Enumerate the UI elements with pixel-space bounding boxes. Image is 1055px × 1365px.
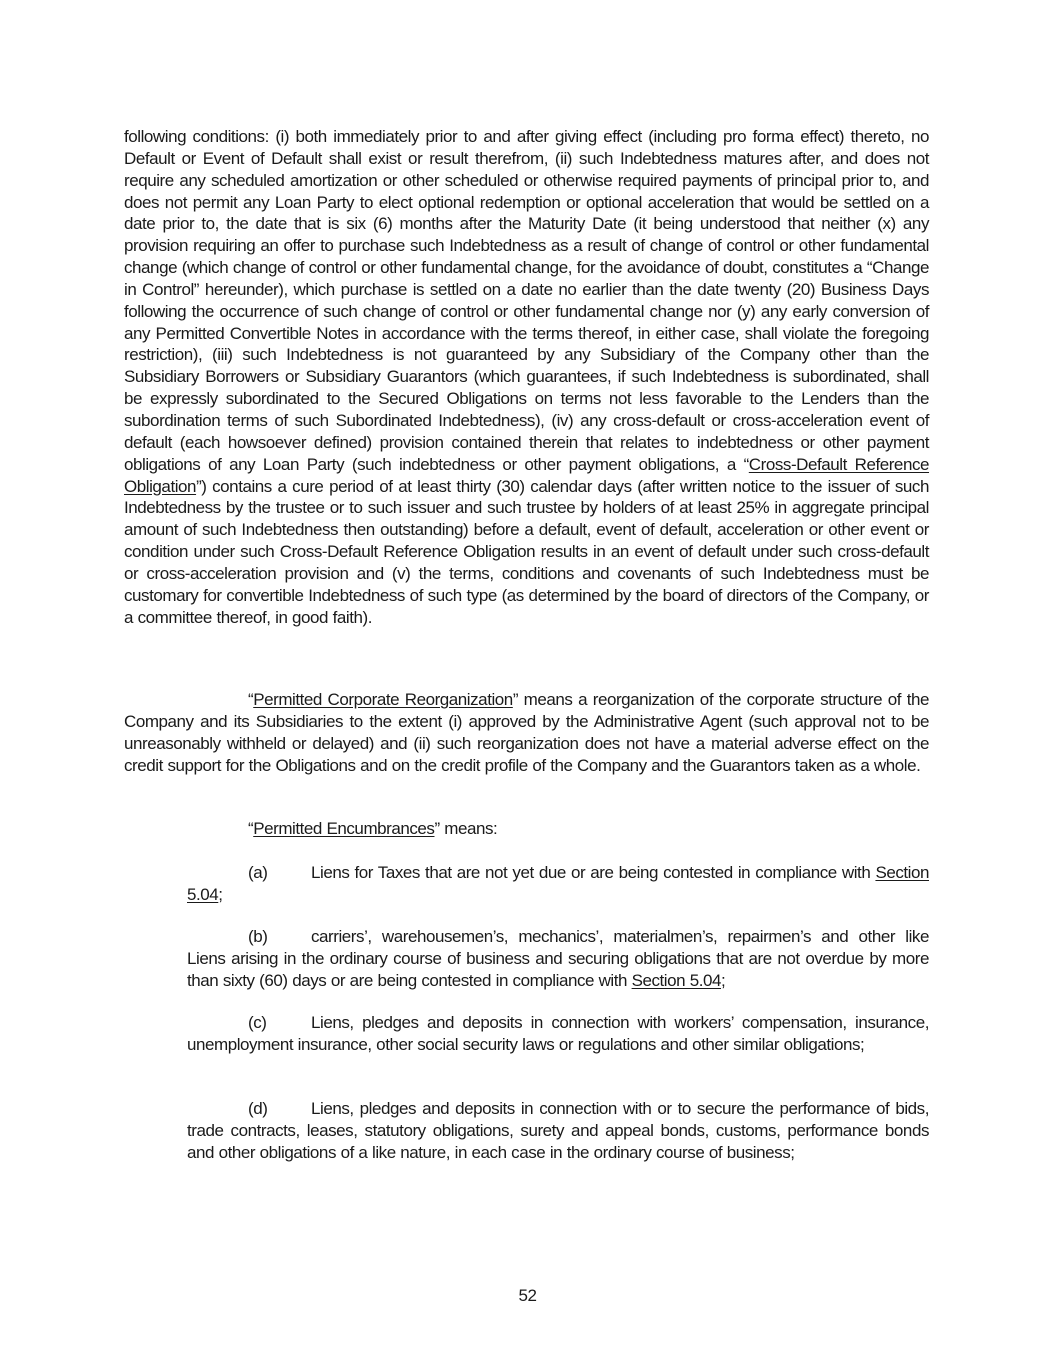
section-reference-link[interactable]: Section 5.04	[631, 970, 722, 990]
defined-term-cross-default-reference-obligation: Cross-Default Reference Obligation	[124, 454, 930, 496]
item-label: (a)	[248, 863, 268, 882]
definition-permitted-encumbrances	[124, 818, 929, 840]
paragraph-text: following conditions: (i) both immediately prior to and after giving effect (including pro forma effect) thereto, no Default or Event of Default shall exist or result therefrom, (ii) such Indebtedness matures after, and does not require any scheduled amortization or other scheduled or otherwise required payments of principal prior to, and does not permit any Loan Party to elect optional redemption or optional acceleration that would be settled on a date prior to, the date that is six (6) months after the Maturity Date (it being understood that neither (x) any provision requiring an offer to purchase such Indebtedness as a result of change of control or other fundamental change (which change of control or other fundamental change, for the avoidance of doubt, constitutes a “Change in Control” hereunder), which purchase is settled on a date no earlier than the date twenty (20) Business Days following the occurrence of such change of control or other fundamental change nor (y) any early conversion of any Permitted Convertible Notes in accordance with the terms thereof, in either case, shall violate the foregoing restriction), (iii) such Indebtedness is not guaranteed by any Subsidiary of the Company other than the Subsidiary Borrowers or Subsidiary Guarantors (which guarantees, if such Indebtedness is subordinated, shall be expressly subordinated to the Secured Obligations on terms not less favorable to the Lenders than the subordination terms of such Subordinated Indebtedness), (iv) any cross-default or cross-acceleration event of default (each howsoever defined) provision contained therein that relates to indebtedness or other payment obligations of any Loan Party (such indebtedness or other payment obligations, a “	[124, 127, 929, 474]
item-text: ;	[721, 970, 726, 990]
page-number: 52	[518, 1286, 537, 1305]
paragraph-text: ”) contains a cure period of at least thirty (30) calendar days (after written notice to the issuer of such Indebtedness by the trustee or to such issuer and such trustee by holders of at least 25% in aggregate principal amount of such Indebtedness then outstanding) before a default, event of default, acceleration or other event or condition under such Cross-Default Reference Obligation results in an event of default under such cross-default or cross-acceleration provision and (v) the terms, conditions and covenants of such Indebtedness must be customary for convertible Indebtedness of such type (as determined by the board of directors of the Company, or a committee thereof, in good faith).	[124, 476, 929, 627]
list-item-d	[187, 1098, 929, 1164]
list-item-a	[187, 862, 929, 906]
item-text: Liens for Taxes that are not yet due or are being contested in compliance with	[311, 863, 876, 882]
definition-text: ” means:	[434, 819, 498, 838]
list-item-c	[187, 1012, 929, 1056]
item-text: ;	[218, 884, 223, 904]
open-quote: “	[248, 690, 254, 709]
item-text: carriers’, warehousemen’s, mechanics’, materialmen’s, repairmen’s and other like Liens arising in the ordinary course of business and securing obligations that are not overdue by more than sixty (60) days or are being contested in compliance with	[187, 927, 929, 990]
item-label: (b)	[248, 927, 268, 946]
item-text: Liens, pledges and deposits in connection with or to secure the performance of bids, trade contracts, leases, statutory obligations, surety and appeal bonds, customs, performance bonds and other obligations of a like nature, in each case in the ordinary course of business;	[187, 1099, 929, 1162]
item-label: (c)	[248, 1013, 267, 1032]
defined-term-permitted-corporate-reorganization: Permitted Corporate Reorganization	[253, 690, 513, 709]
open-quote: “	[248, 819, 254, 838]
section-reference-link[interactable]: Section 5.04	[187, 863, 929, 904]
list-item-b	[187, 926, 929, 992]
item-label: (d)	[248, 1099, 268, 1118]
defined-term-permitted-encumbrances: Permitted Encumbrances	[253, 819, 435, 838]
definition-permitted-corporate-reorganization	[124, 689, 929, 776]
definition-text: ” means a reorganization of the corporate structure of the Company and its Subsidiaries to the extent (i) approved by the Administrative Agent (such approval not to be unreasonably withheld or delayed) and (ii) such reorganization does not have a material adverse effect on the credit support for the Obligations and on the credit profile of the Company and the Guarantors taken as a whole.	[124, 690, 929, 775]
paragraph-conditions-continuation	[124, 126, 929, 628]
item-text: Liens, pledges and deposits in connection with workers’ compensation, insurance, unemployment insurance, other social security laws or regulations and other similar obligations;	[187, 1013, 929, 1054]
